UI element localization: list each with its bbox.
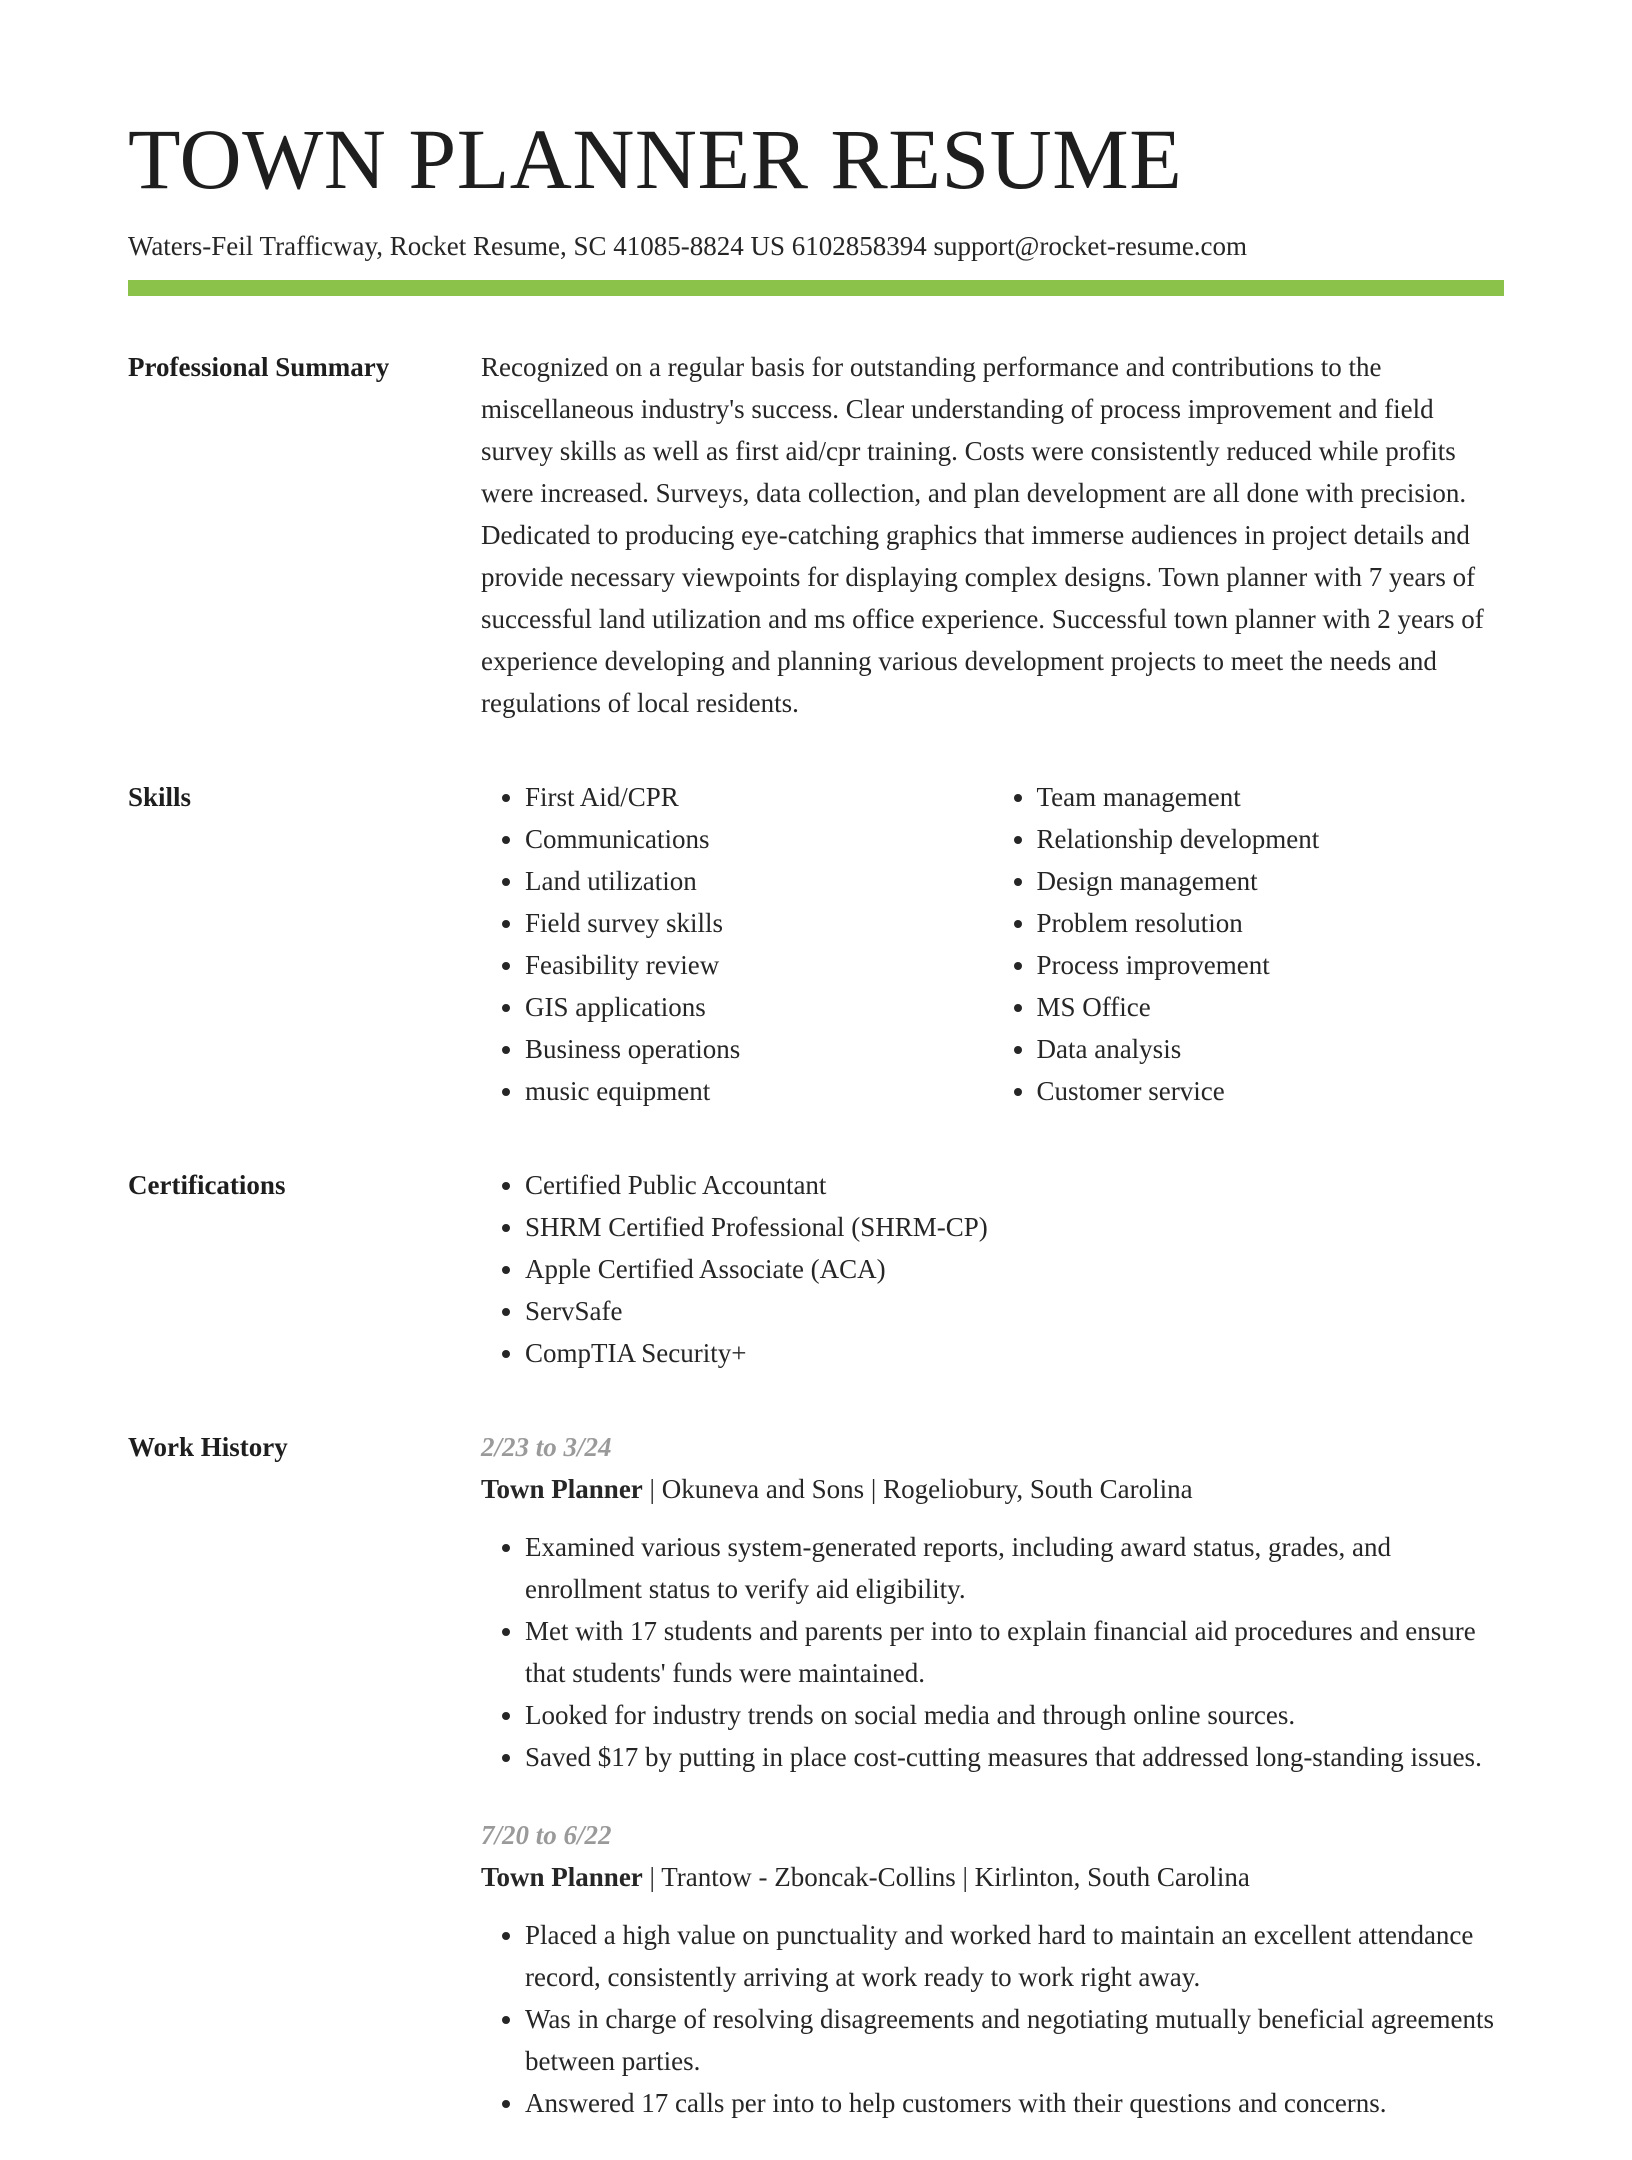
job-dates: 2/23 to 3/24: [481, 1431, 612, 1462]
skill-item: • First Aid/CPR: [525, 776, 993, 818]
job-bullet: • Was in charge of resolving disagreements and negotiating mutually beneficial agreements between parties.: [525, 1998, 1504, 2082]
skills-list-left: [481, 776, 993, 1112]
section-label-summary: Professional Summary: [128, 351, 390, 382]
skill-item: • Data analysis: [1037, 1028, 1505, 1070]
certifications-list: [481, 1164, 1504, 1374]
job-details: | Trantow - Zboncak-Collins | Kirlinton, South Carolina: [642, 1861, 1250, 1892]
skill-item: • Team management: [1037, 776, 1505, 818]
skill-item: • Relationship development: [1037, 818, 1505, 860]
job-bullet: • Met with 17 students and parents per into to explain financial aid procedures and ensure that students' funds were maintained.: [525, 1610, 1504, 1694]
job-bullet: • Answered 17 calls per into to help customers with their questions and concerns.: [525, 2082, 1504, 2124]
skill-item: • Business operations: [525, 1028, 993, 1070]
job-heading: [481, 1468, 1504, 1510]
job-bullets: [481, 1914, 1504, 2124]
skill-item: • Design management: [1037, 860, 1505, 902]
summary-section: [128, 346, 1504, 724]
section-label-certifications: Certifications: [128, 1169, 286, 1200]
skills-section: [128, 776, 1504, 1112]
section-label-skills: Skills: [128, 781, 192, 812]
job-heading: [481, 1856, 1504, 1898]
certification-item: • CompTIA Security+: [525, 1332, 1504, 1374]
certifications-section: [128, 1164, 1504, 1374]
section-label-work-history: Work History: [128, 1431, 288, 1462]
skill-item: • Land utilization: [525, 860, 993, 902]
certification-item: • SHRM Certified Professional (SHRM-CP): [525, 1206, 1504, 1248]
job-details: | Okuneva and Sons | Rogeliobury, South Carolina: [642, 1473, 1193, 1504]
contact-line: Waters-Feil Trafficway, Rocket Resume, SC 41085-8824 US 6102858394 support@rocket-resume.com: [128, 230, 1248, 261]
skill-item: • Process improvement: [1037, 944, 1505, 986]
job-bullet: • Looked for industry trends on social media and through online sources.: [525, 1694, 1504, 1736]
skill-item: • MS Office: [1037, 986, 1505, 1028]
job-dates: 7/20 to 6/22: [481, 1819, 612, 1850]
summary-text: Recognized on a regular basis for outstanding performance and contributions to the miscellaneous industry's success. Clear understanding of process improvement and field survey skills as well as first aid/cpr training. Costs were consistently reduced while profits were increased. Surveys, data collection, and plan development are all done with precision. Dedicated to producing eye-catching graphics that immerse audiences in project details and provide necessary viewpoints for displaying complex designs. Town planner with 7 years of successful land utilization and ms office experience. Successful town planner with 2 years of experience developing and planning various development projects to meet the needs and regulations of local residents.: [481, 351, 1484, 718]
job-entry: [481, 1814, 1504, 2124]
certification-item: • Certified Public Accountant: [525, 1164, 1504, 1206]
accent-divider: [128, 280, 1504, 296]
job-bullets: [481, 1526, 1504, 1778]
skill-item: • Problem resolution: [1037, 902, 1505, 944]
certification-item: • ServSafe: [525, 1290, 1504, 1332]
job-bullet: • Examined various system-generated reports, including award status, grades, and enrollment status to verify aid eligibility.: [525, 1526, 1504, 1610]
work-history-section: [128, 1426, 1504, 2160]
skill-item: • Communications: [525, 818, 993, 860]
skill-item: • GIS applications: [525, 986, 993, 1028]
job-entry: [481, 1426, 1504, 1778]
job-bullet: • Placed a high value on punctuality and worked hard to maintain an excellent attendance record, consistently arriving at work ready to work right away.: [525, 1914, 1504, 1998]
job-title: Town Planner: [481, 1861, 643, 1892]
page-title: TOWN PLANNER RESUME: [128, 111, 1183, 207]
skills-list-right: [993, 776, 1505, 1112]
certification-item: • Apple Certified Associate (ACA): [525, 1248, 1504, 1290]
skill-item: • Field survey skills: [525, 902, 993, 944]
skill-item: • Feasibility review: [525, 944, 993, 986]
skill-item: • Customer service: [1037, 1070, 1505, 1112]
job-title: Town Planner: [481, 1473, 643, 1504]
job-bullet: • Saved $17 by putting in place cost-cutting measures that addressed long-standing issues.: [525, 1736, 1504, 1778]
skill-item: • music equipment: [525, 1070, 993, 1112]
